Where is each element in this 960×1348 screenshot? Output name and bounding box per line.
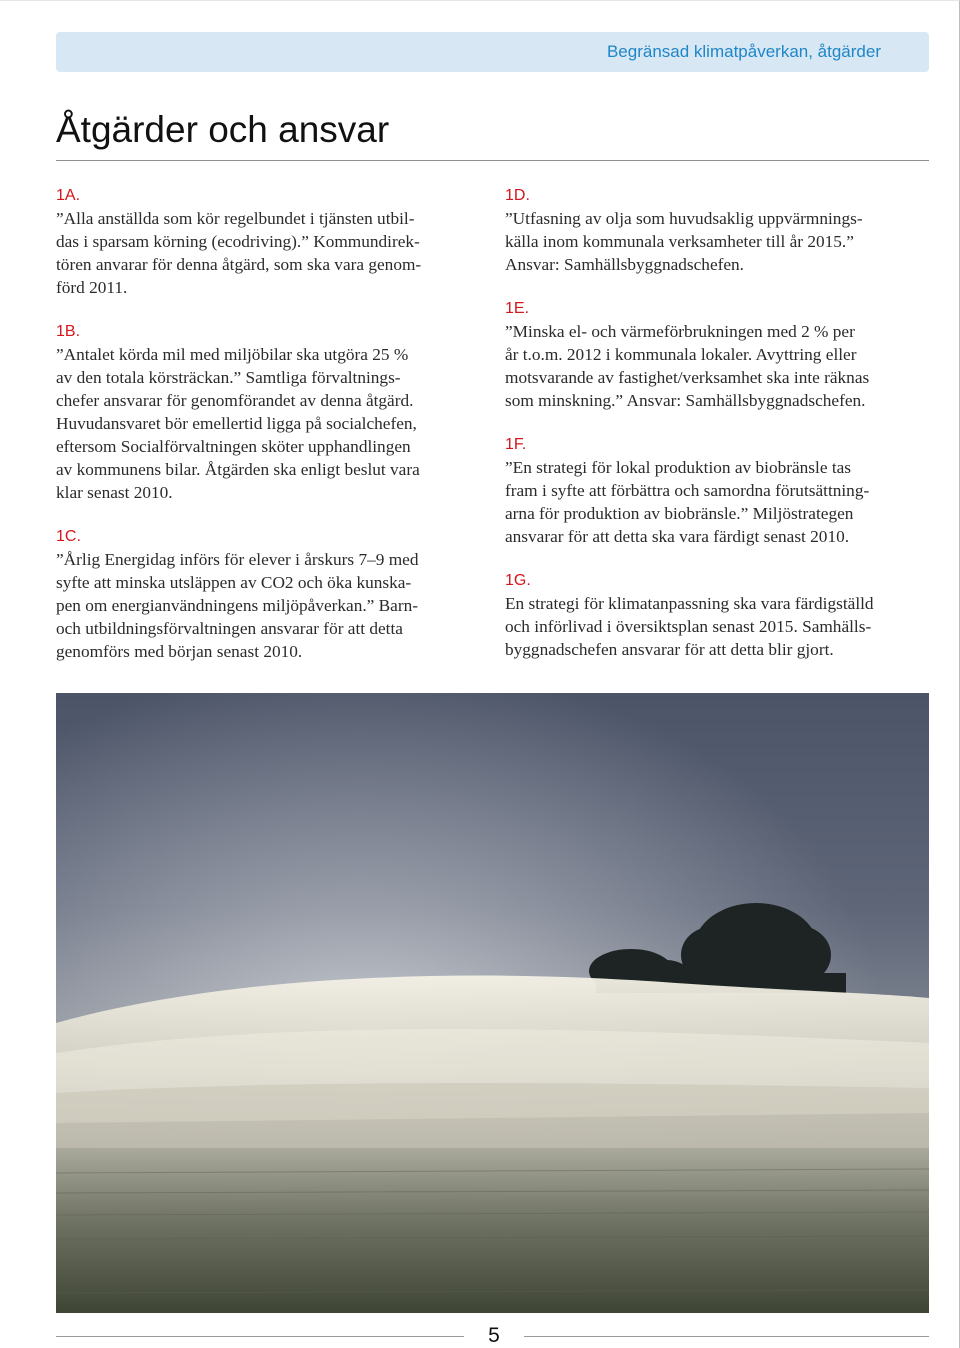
section-text: ”Antalet körda mil med miljöbilar ska utgöra 25 % av den totala körsträckan.” Samtliga förvaltnings- chefer ansvarar för genomförandet av denna åtgärd. Huvudansvaret bör emellertid ligga på socialchefen, eftersom Socialförvaltningen sköter upphandlingen av kommunens bilar. Åtgärden ska enligt beslut vara klar senast 2010. xyxy=(56,345,420,502)
section-text: En strategi för klimatanpassning ska vara färdigställd och införlivad i översiktsplan senast 2015. Samhälls- byggnadschefen ansvarar för att detta blir gjort. xyxy=(505,594,874,659)
landscape-photo xyxy=(56,693,929,1313)
section-id: 1C. xyxy=(56,528,81,545)
section-id: 1D. xyxy=(505,187,530,204)
section-text: ”En strategi för lokal produktion av biobränsle tas fram i syfte att förbättra och samordna förutsättning- arna för produktion av biobränsle.” Miljöstrategen ansvarar för att detta ska vara färdigt senast 2010. xyxy=(505,458,870,546)
section-1c xyxy=(56,526,481,663)
section-text: ”Alla anställda som kör regelbundet i tjänsten utbil- das i sparsam körning (ecodriving).” Kommundirek- tören anvarar för denna åtgärd, som ska vara genom- förd 2011. xyxy=(56,209,422,297)
section-1b xyxy=(56,321,481,504)
section-id: 1A. xyxy=(56,187,81,204)
section-id: 1E. xyxy=(505,300,530,317)
section-1g xyxy=(505,570,930,661)
section-text: ”Utfasning av olja som huvudsaklig uppvärmnings- källa inom kommunala verksamheter till år 2015.” Ansvar: Samhällsbyggnadschefen. xyxy=(505,209,863,274)
left-column xyxy=(56,185,481,685)
page-title: Åtgärder och ansvar xyxy=(56,109,390,150)
section-text: ”Minska el- och värmeförbrukningen med 2 % per år t.o.m. 2012 i kommunala lokaler. Avyttring eller motsvarande av fastighet/verksamhet ska inte räknas som minskning.” Ansvar: Samhällsbyggnadschefen. xyxy=(505,322,870,410)
section-1a xyxy=(56,185,481,299)
footer-divider-right xyxy=(524,1336,929,1337)
section-1f xyxy=(505,434,930,548)
title-divider xyxy=(56,160,929,161)
running-header: Begränsad klimatpåverkan, åtgärder xyxy=(606,42,881,61)
header-band xyxy=(56,32,929,72)
footer-divider-left xyxy=(56,1336,464,1337)
right-column xyxy=(505,185,930,683)
page-number: 5 xyxy=(488,1324,500,1347)
section-text: ”Årlig Energidag införs för elever i årskurs 7–9 med syfte att minska utsläppen av CO2 och öka kunska- pen om energianvändningens miljöpåverkan.” Barn- och utbildningsförvaltningen ansvarar för att detta genomförs med början senast 2010. xyxy=(56,550,419,661)
section-id: 1F. xyxy=(505,436,527,453)
section-1e xyxy=(505,298,930,412)
section-id: 1B. xyxy=(56,323,81,340)
section-1d xyxy=(505,185,930,276)
section-id: 1G. xyxy=(505,572,531,589)
